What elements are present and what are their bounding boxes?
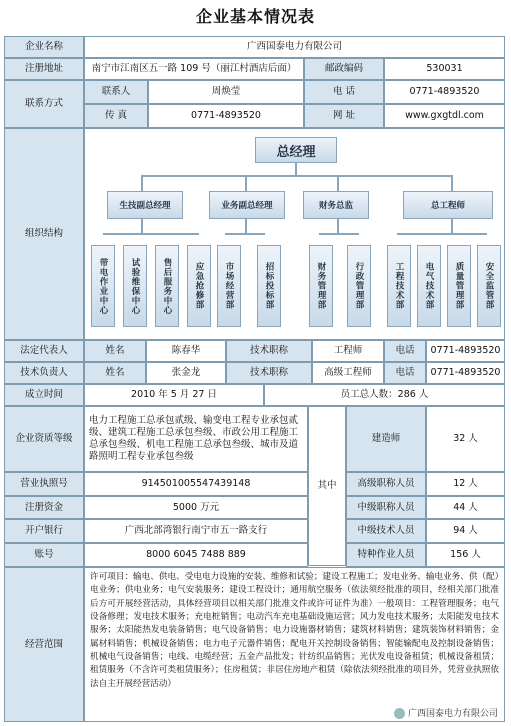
stat-4-value: 156 人 — [426, 543, 505, 567]
tech-title: 高级工程师 — [312, 362, 384, 384]
org-l2-3: 总工程师 — [403, 191, 493, 219]
org-l3-6: 财务管理部 — [309, 245, 333, 327]
legal-title: 工程师 — [312, 340, 384, 362]
website-label: 网 址 — [304, 104, 384, 128]
tech-name: 张金龙 — [146, 362, 226, 384]
license-label: 营业执照号 — [4, 472, 84, 496]
license-value: 914501005547439148 — [84, 472, 308, 496]
website[interactable]: www.gxgtdl.com — [384, 104, 505, 128]
tech-name-label: 姓名 — [84, 362, 146, 384]
contact-person: 周焕莹 — [148, 80, 304, 104]
bank-label: 开户银行 — [4, 519, 84, 543]
org-l3-3: 应急抢修部 — [187, 245, 211, 327]
stat-0-label: 建造师 — [346, 406, 426, 472]
fax-label: 传 真 — [84, 104, 148, 128]
stat-1-label: 高级职称人员 — [346, 472, 426, 496]
org-l3-5: 招标投标部 — [257, 245, 281, 327]
company-name-label: 企业名称 — [4, 36, 84, 58]
scope-label: 经营范围 — [4, 567, 84, 722]
address-label: 注册地址 — [4, 58, 84, 80]
stat-2-label: 中级职称人员 — [346, 496, 426, 519]
legal-title-label: 技术职称 — [226, 340, 312, 362]
stat-1-value: 12 人 — [426, 472, 505, 496]
contact-person-label: 联系人 — [84, 80, 148, 104]
org-l3-9: 电气技术部 — [417, 245, 441, 327]
page-title: 企业基本情况表 — [195, 7, 315, 26]
phone: 0771-4893520 — [384, 80, 505, 104]
org-l2-0: 生技副总经理 — [107, 191, 183, 219]
address: 南宁市江南区五一路 109 号（丽江村酒店后面） — [84, 58, 304, 80]
org-l3-11: 安全监管部 — [477, 245, 501, 327]
org-l3-1: 试验维保中心 — [123, 245, 147, 327]
stat-3-label: 中级技术人员 — [346, 519, 426, 543]
tech-phone: 0771-4893520 — [426, 362, 505, 384]
bank-value: 广西北部湾银行南宁市五一路支行 — [84, 519, 308, 543]
org-l3-7: 行政管理部 — [347, 245, 371, 327]
founded-date: 2010 年 5 月 27 日 — [84, 384, 264, 406]
qualification-label: 企业资质等级 — [4, 406, 84, 472]
org-chart — [84, 128, 505, 340]
org-l3-2: 售后服务中心 — [155, 245, 179, 327]
middle-label: 其中 — [308, 406, 346, 566]
staff-total: 员工总人数：286 人 — [264, 384, 505, 406]
qualification-text: 电力工程施工总承包贰级、输变电工程专业承包贰级、建筑工程施工总承包叁级、市政公用工程施工总承包叁级、机电工程施工总承包叁级、城市及道路照明工程专业承包叁级 — [84, 406, 308, 472]
tech-phone-label: 电话 — [384, 362, 426, 384]
tech-title-label: 技术职称 — [226, 362, 312, 384]
tech-label: 技术负责人 — [4, 362, 84, 384]
org-l2-1: 业务副总经理 — [209, 191, 285, 219]
legal-phone-label: 电话 — [384, 340, 426, 362]
stat-4-label: 特种作业人员 — [346, 543, 426, 567]
capital-value: 5000 万元 — [84, 496, 308, 519]
org-l2-2: 财务总监 — [303, 191, 369, 219]
postcode-label: 邮政编码 — [304, 58, 384, 80]
legal-label: 法定代表人 — [4, 340, 84, 362]
company-name: 广西国泰电力有限公司 — [84, 36, 505, 58]
org-top: 总经理 — [255, 137, 337, 163]
founded-label: 成立时间 — [4, 384, 84, 406]
account-value: 8000 6045 7488 889 — [84, 543, 308, 567]
stat-2-value: 44 人 — [426, 496, 505, 519]
legal-name: 陈春华 — [146, 340, 226, 362]
legal-phone: 0771-4893520 — [426, 340, 505, 362]
contact-label: 联系方式 — [4, 80, 84, 128]
account-label: 账号 — [4, 543, 84, 567]
wechat-icon — [394, 708, 405, 719]
org-l3-10: 质量管理部 — [447, 245, 471, 327]
legal-name-label: 姓名 — [84, 340, 146, 362]
scope-text: 许可项目：输电、供电、受电电力设施的安装、维修和试验；建设工程施工；发电业务、输电业务、供（配）电业务；供电业务；电气安装服务；建设工程设计；通用航空服务（依法须经批准的项目，经相关部门批准后方可开展经营活动，具体经营项目以相关部门批准文件或许可证件为准）一般项目：工程管理服务；电气设备修理；发电技术服务；充电桩销售；电动汽车充电基础设施运营；风力发电技术服务；太阳能发电技术服务；太阳能热发电装备销售；电气设备销售；电力设施器材销售；建筑材料销售；建筑装饰材料销售；金属材料销售；机械设备销售；电力电子元器件销售；配电开关控制设备销售；智能输配电及控制设备销售；机械电气设备销售；电线、电缆经营；五金产品批发；针纺织品销售；光伏发电设备租赁；机械设备租赁；租赁服务（不含许可类租赁服务）；住房租赁；非居住房地产租赁（除依法须经批准的项目外，凭营业执照依法自主开展经营活动） — [84, 567, 505, 722]
stat-0-value: 32 人 — [426, 406, 505, 472]
org-l3-8: 工程技术部 — [387, 245, 411, 327]
org-l3-4: 市场经营部 — [217, 245, 241, 327]
stat-3-value: 94 人 — [426, 519, 505, 543]
phone-label: 电 话 — [304, 80, 384, 104]
watermark: 广西国泰电力有限公司 — [391, 705, 501, 720]
capital-label: 注册资金 — [4, 496, 84, 519]
fax: 0771-4893520 — [148, 104, 304, 128]
org-l3-0: 带电作业中心 — [91, 245, 115, 327]
postcode: 530031 — [384, 58, 505, 80]
org-label: 组织结构 — [4, 128, 84, 340]
